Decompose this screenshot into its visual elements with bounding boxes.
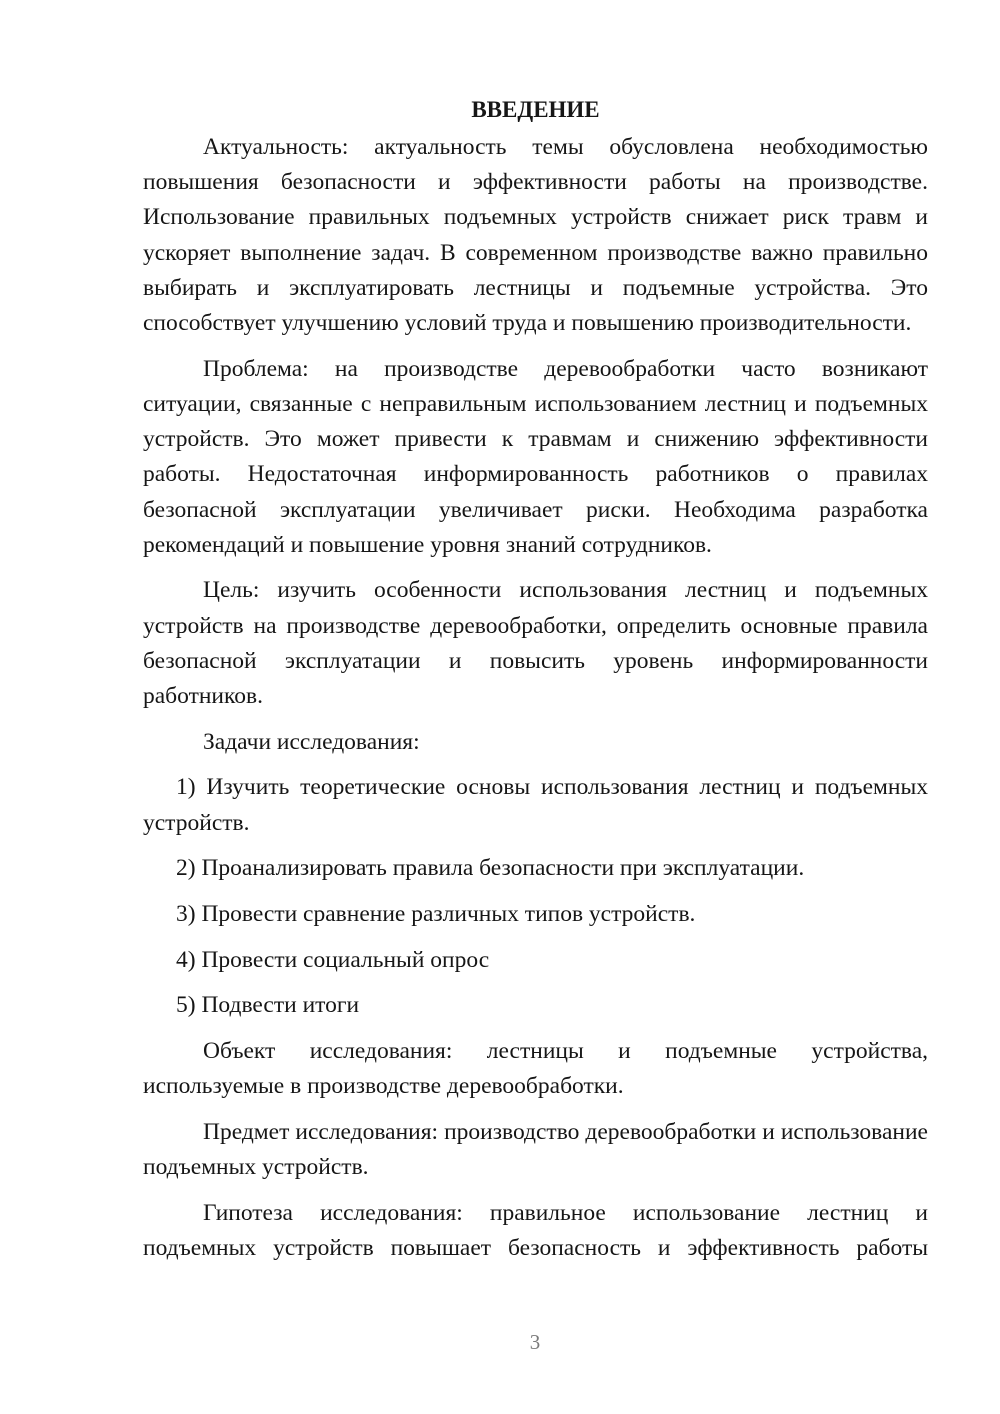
paragraph-goal: Цель: изучить особенности использования лестниц и подъемных устройств на производстве деревообработки, определить основные правила безопасной эксплуатации и повысить уровень информированности работников. [143,577,928,710]
task-item-3: 3) Провести сравнение различных типов устройств. [176,901,696,928]
paragraph-object: Объект исследования: лестницы и подъемные устройства, используемые в производстве деревообработки. [143,1038,928,1100]
paragraph-subject: Предмет исследования: производство деревообработки и использование подъемных устройств. [143,1119,928,1181]
paragraph-relevance: Актуальность: актуальность темы обусловлена необходимостью повышения безопасности и эффективности работы на производстве. Использование правильных подъемных устройств снижает риск травм и ускоряет выполнение задач. В современном производстве важно правильно выбирать и эксплуатировать лестницы и подъемные устройства. Это способствует улучшению условий труда и повышению производительности. [143,134,928,337]
task-item-5: 5) Подвести итоги [176,992,360,1019]
section-title: ВВЕДЕНИЕ [471,97,600,122]
document-page [143,92,928,1277]
paragraph-hypothesis: Гипотеза исследования: правильное использование лестниц и подъемных устройств повышает безопасность и эффективность работы [143,1199,928,1262]
paragraph-tasks-heading: Задачи исследования: [203,728,420,755]
task-item-2: 2) Проанализировать правила безопасности при эксплуатации. [176,855,805,882]
paragraph-problem: Проблема: на производстве деревообработки часто возникают ситуации, связанные с неправильным использованием лестниц и подъемных устройств. Это может привести к травмам и снижению эффективности работы. Недостаточная информированность работников о правилах безопасной эксплуатации увеличивает риски. Необходима разработка рекомендаций и повышение уровня знаний сотрудников. [143,355,928,558]
task-item-1: 1) Изучить теоретические основы использования лестниц и подъемных устройств. [143,774,928,836]
task-item-4: 4) Провести социальный опрос [176,946,490,973]
page-number: 3 [529,1330,541,1354]
task-list [143,770,928,1023]
